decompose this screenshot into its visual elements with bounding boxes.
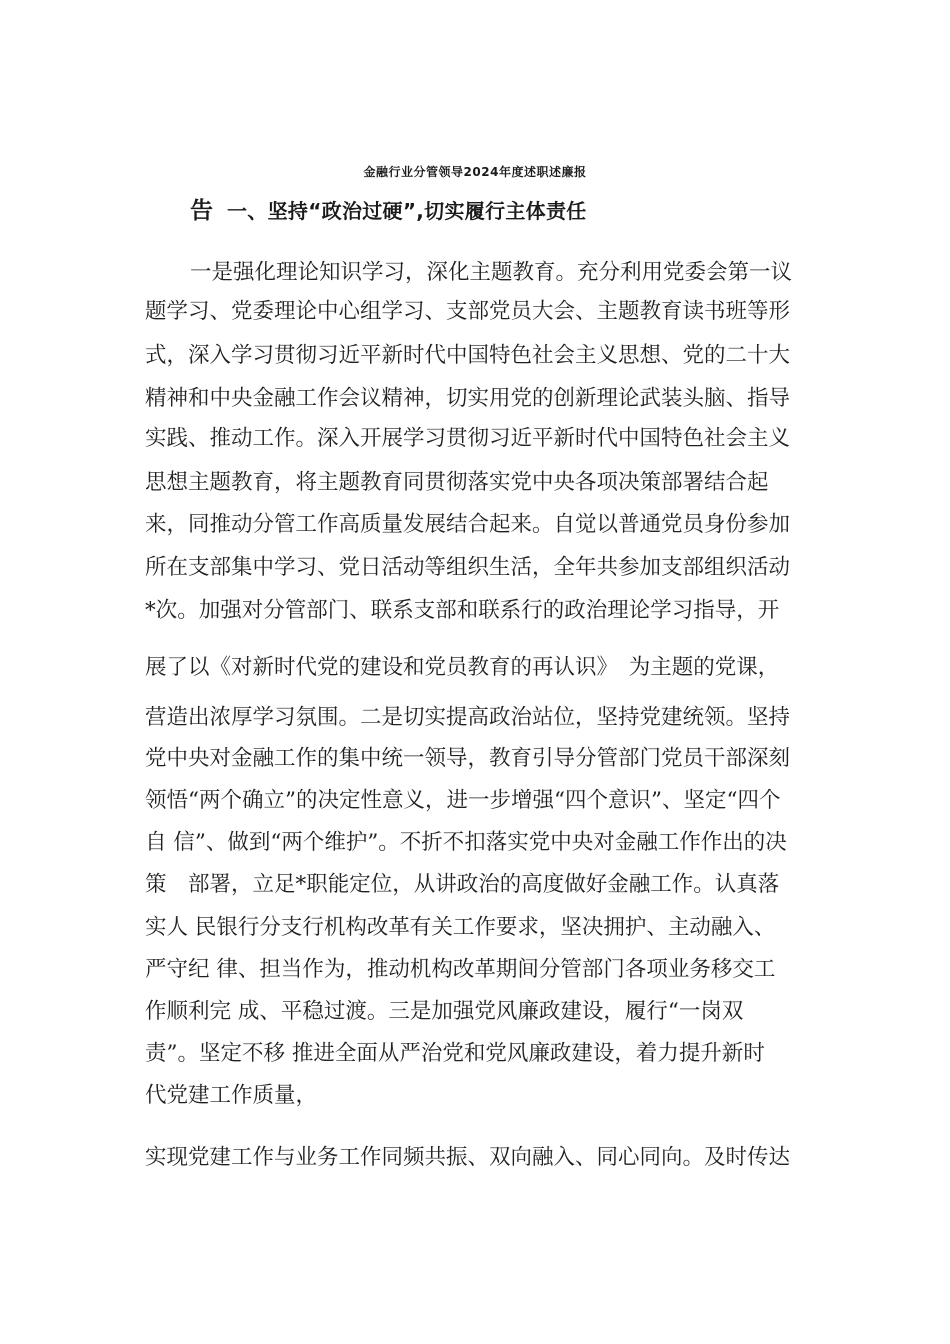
body-line: 一是强化理论知识学习，深化主题教育。充分利用党委会第一议 [190,260,793,285]
body-line: 精神和中央金融工作会议精神，切实用党的创新理论武装头脑、指导 [145,386,791,411]
body-line: 营造出浓厚学习氛围。二是切实提高政治站位，坚持党建统领。坚持 [145,705,791,730]
body-line: 实人 民银行分支行机构改革有关工作要求，坚决拥护、主动融入、 [145,915,776,940]
body-line: 自 信”、做到“两个维护”。不折不扣落实党中央对金融工作作出的决 [145,830,787,855]
body-line: 展了以《对新时代党的建设和党员教育的再认识》 为主题的党课， [145,655,780,680]
body-line: 策 部署，立足*职能定位，从讲政治的高度做好金融工作。认真落 [145,872,780,897]
body-line: 式，深入学习贯彻习近平新时代中国特色社会主义思想、党的二十大 [145,343,791,368]
document-title: 金融行业分管领导2024年度述职述廉报 [363,165,587,179]
body-line: 作顺利完 成、平稳过渡。三是加强党风廉政建设，履行“一岗双 [145,999,744,1024]
title-tail: 告 [190,198,213,224]
body-line: 来，同推动分管工作高质量发展结合起来。自觉以普通党员身份参加 [145,512,791,537]
body-line: 党中央对金融工作的集中统一领导，教育引导分管部门党员干部深刻 [145,746,791,771]
body-line: 实践、推动工作。深入开展学习贯彻习近平新时代中国特色社会主义 [145,426,791,451]
body-line: 责”。坚定不移 推进全面从严治党和党风廉政建设，着力提升新时 [145,1041,765,1066]
body-line: 严守纪 律、担当作为，推动机构改革期间分管部门各项业务移交工 [145,957,776,982]
heading-row [190,196,587,228]
body-line: 思想主题教育，将主题教育同贯彻落实党中央各项决策部署结合起 [145,470,769,495]
section-heading: 一、坚持“政治过硬”,切实履行主体责任 [227,199,587,223]
body-line: 领悟“两个确立”的决定性意义，进一步增强“四个意识”、坚定“四个 [145,788,781,813]
body-line: 所在支部集中学习、党日活动等组织生活，全年共参加支部组织活动 [145,555,791,580]
body-line: *次。加强对分管部门、联系支部和联系行的政治理论学习指导，开 [145,598,780,623]
body-line: 题学习、党委理论中心组学习、支部党员大会、主题教育读书班等形 [145,299,791,324]
body-line: 代党建工作质量， [145,1083,318,1108]
body-line: 实现党建工作与业务工作同频共振、双向融入、同心同向。及时传达 [145,1145,791,1170]
